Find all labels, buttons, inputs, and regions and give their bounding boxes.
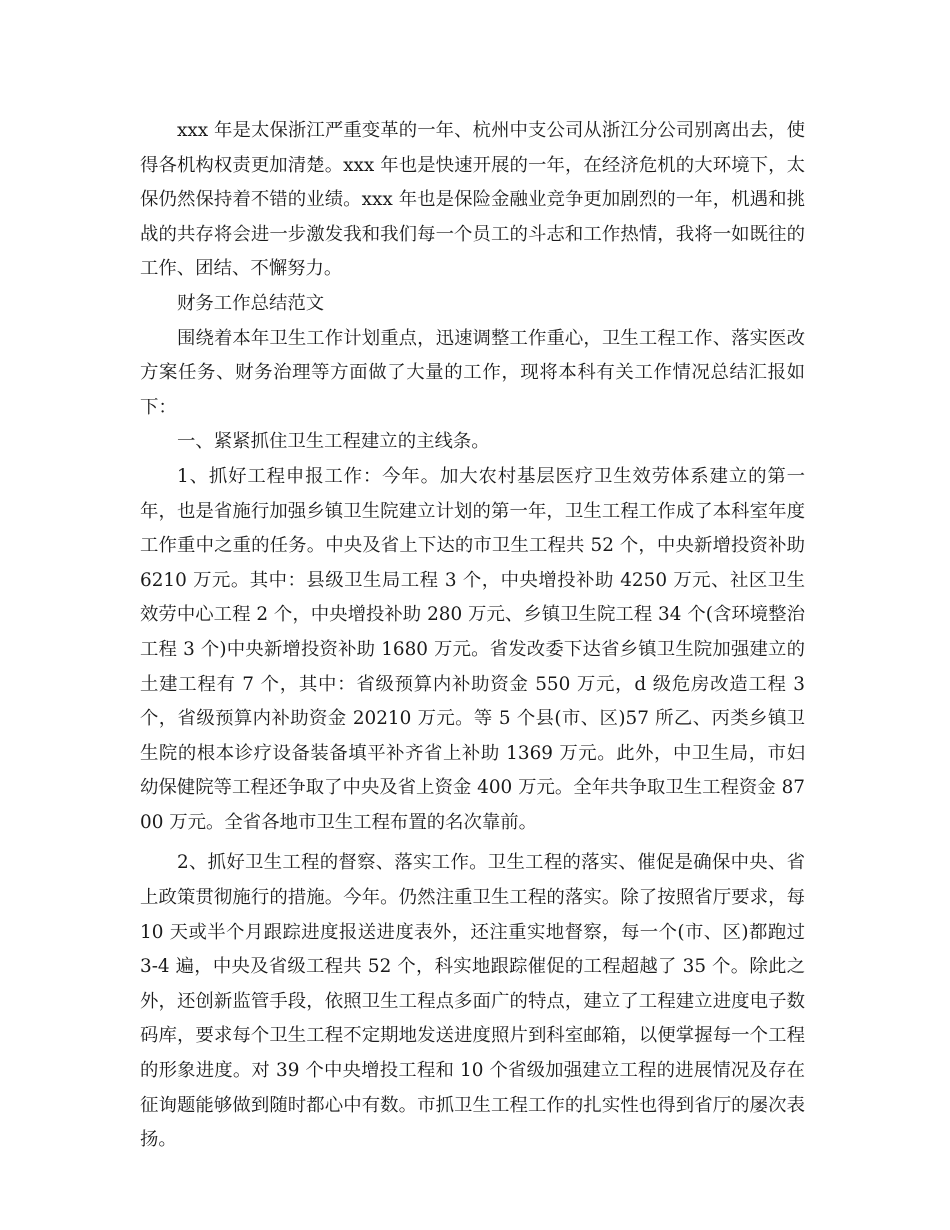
paragraph-overview: 围绕着本年卫生工作计划重点，迅速调整工作重心，卫生工程工作、落实医改方案任务、财务治理等方面做了大量的工作，现将本科有关工作情况总结汇报如下： [140,327,805,418]
section-heading: 财务工作总结范文 [177,292,325,314]
subsection-heading: 一、紧紧抓住卫生工程建立的主线条。 [177,431,490,453]
document-body [140,114,805,1158]
paragraph-intro: xxx 年是太保浙江严重变革的一年、杭州中支公司从浙江分公司别离出去，使得各机构权责更加清楚。xxx 年也是快速开展的一年，在经济危机的大环境下，太保仍然保持着不错的业绩。xxx 年也是保险金融业竞争更加剧烈的一年，机遇和挑战的共存将会进一步激发我和我们每一个员工的斗志和工作热情，我将一如既往的工作、团结、不懈努力。 [140,120,805,280]
paragraph-item-1: 1、抓好工程申报工作：今年。加大农村基层医疗卫生效劳体系建立的第一年，也是省施行加强乡镇卫生院建立计划的第一年，卫生工程工作成了本科室年度工作重中之重的任务。中央及省上下达的市卫生工程共 52 个，中央新增投资补助 6210 万元。其中：县级卫生局工程 3 个，中央增投补助 4250 万元、社区卫生效劳中心工程 2 个，中央增投补助 280 万元、乡镇卫生院工程 34 个(含环境整治工程 3 个)中央新增投资补助 1680 万元。省发改委下达省乡镇卫生院加强建立的土建工程有 7 个，其中：省级预算内补助资金 550 万元，d 级危房改造工程 3 个，省级预算内补助资金 20210 万元。等 5 个县(市、区)57 所乙、丙类乡镇卫生院的根本诊疗设备装备填平补齐省上补助 1369 万元。此外，中卫生局，市妇幼保健院等工程还争取了中央及省上资金 400 万元。全年共争取卫生工程资金 8700 万元。全省各地市卫生工程布置的名次靠前。 [140,465,805,833]
paragraph-item-2: 2、抓好卫生工程的督察、落实工作。卫生工程的落实、催促是确保中央、省上政策贯彻施行的措施。今年。仍然注重卫生工程的落实。除了按照省厅要求，每 10 天或半个月跟踪进度报送进度表外，还注重实地督察，每一个(市、区)都跑过 3-4 遍，中央及省级工程共 52 个，科实地跟踪催促的工程超越了 35 个。除此之外，还创新监管手段，依照卫生工程点多面广的特点，建立了工程建立进度电子数码库，要求每个卫生工程不定期地发送进度照片到科室邮箱，以便掌握每一个工程的形象进度。对 39 个中央增投工程和 10 个省级加强建立工程的进展情况及存在征询题能够做到随时都心中有数。市抓卫生工程工作的扎实性也得到省厅的屡次表扬。 [140,852,805,1151]
